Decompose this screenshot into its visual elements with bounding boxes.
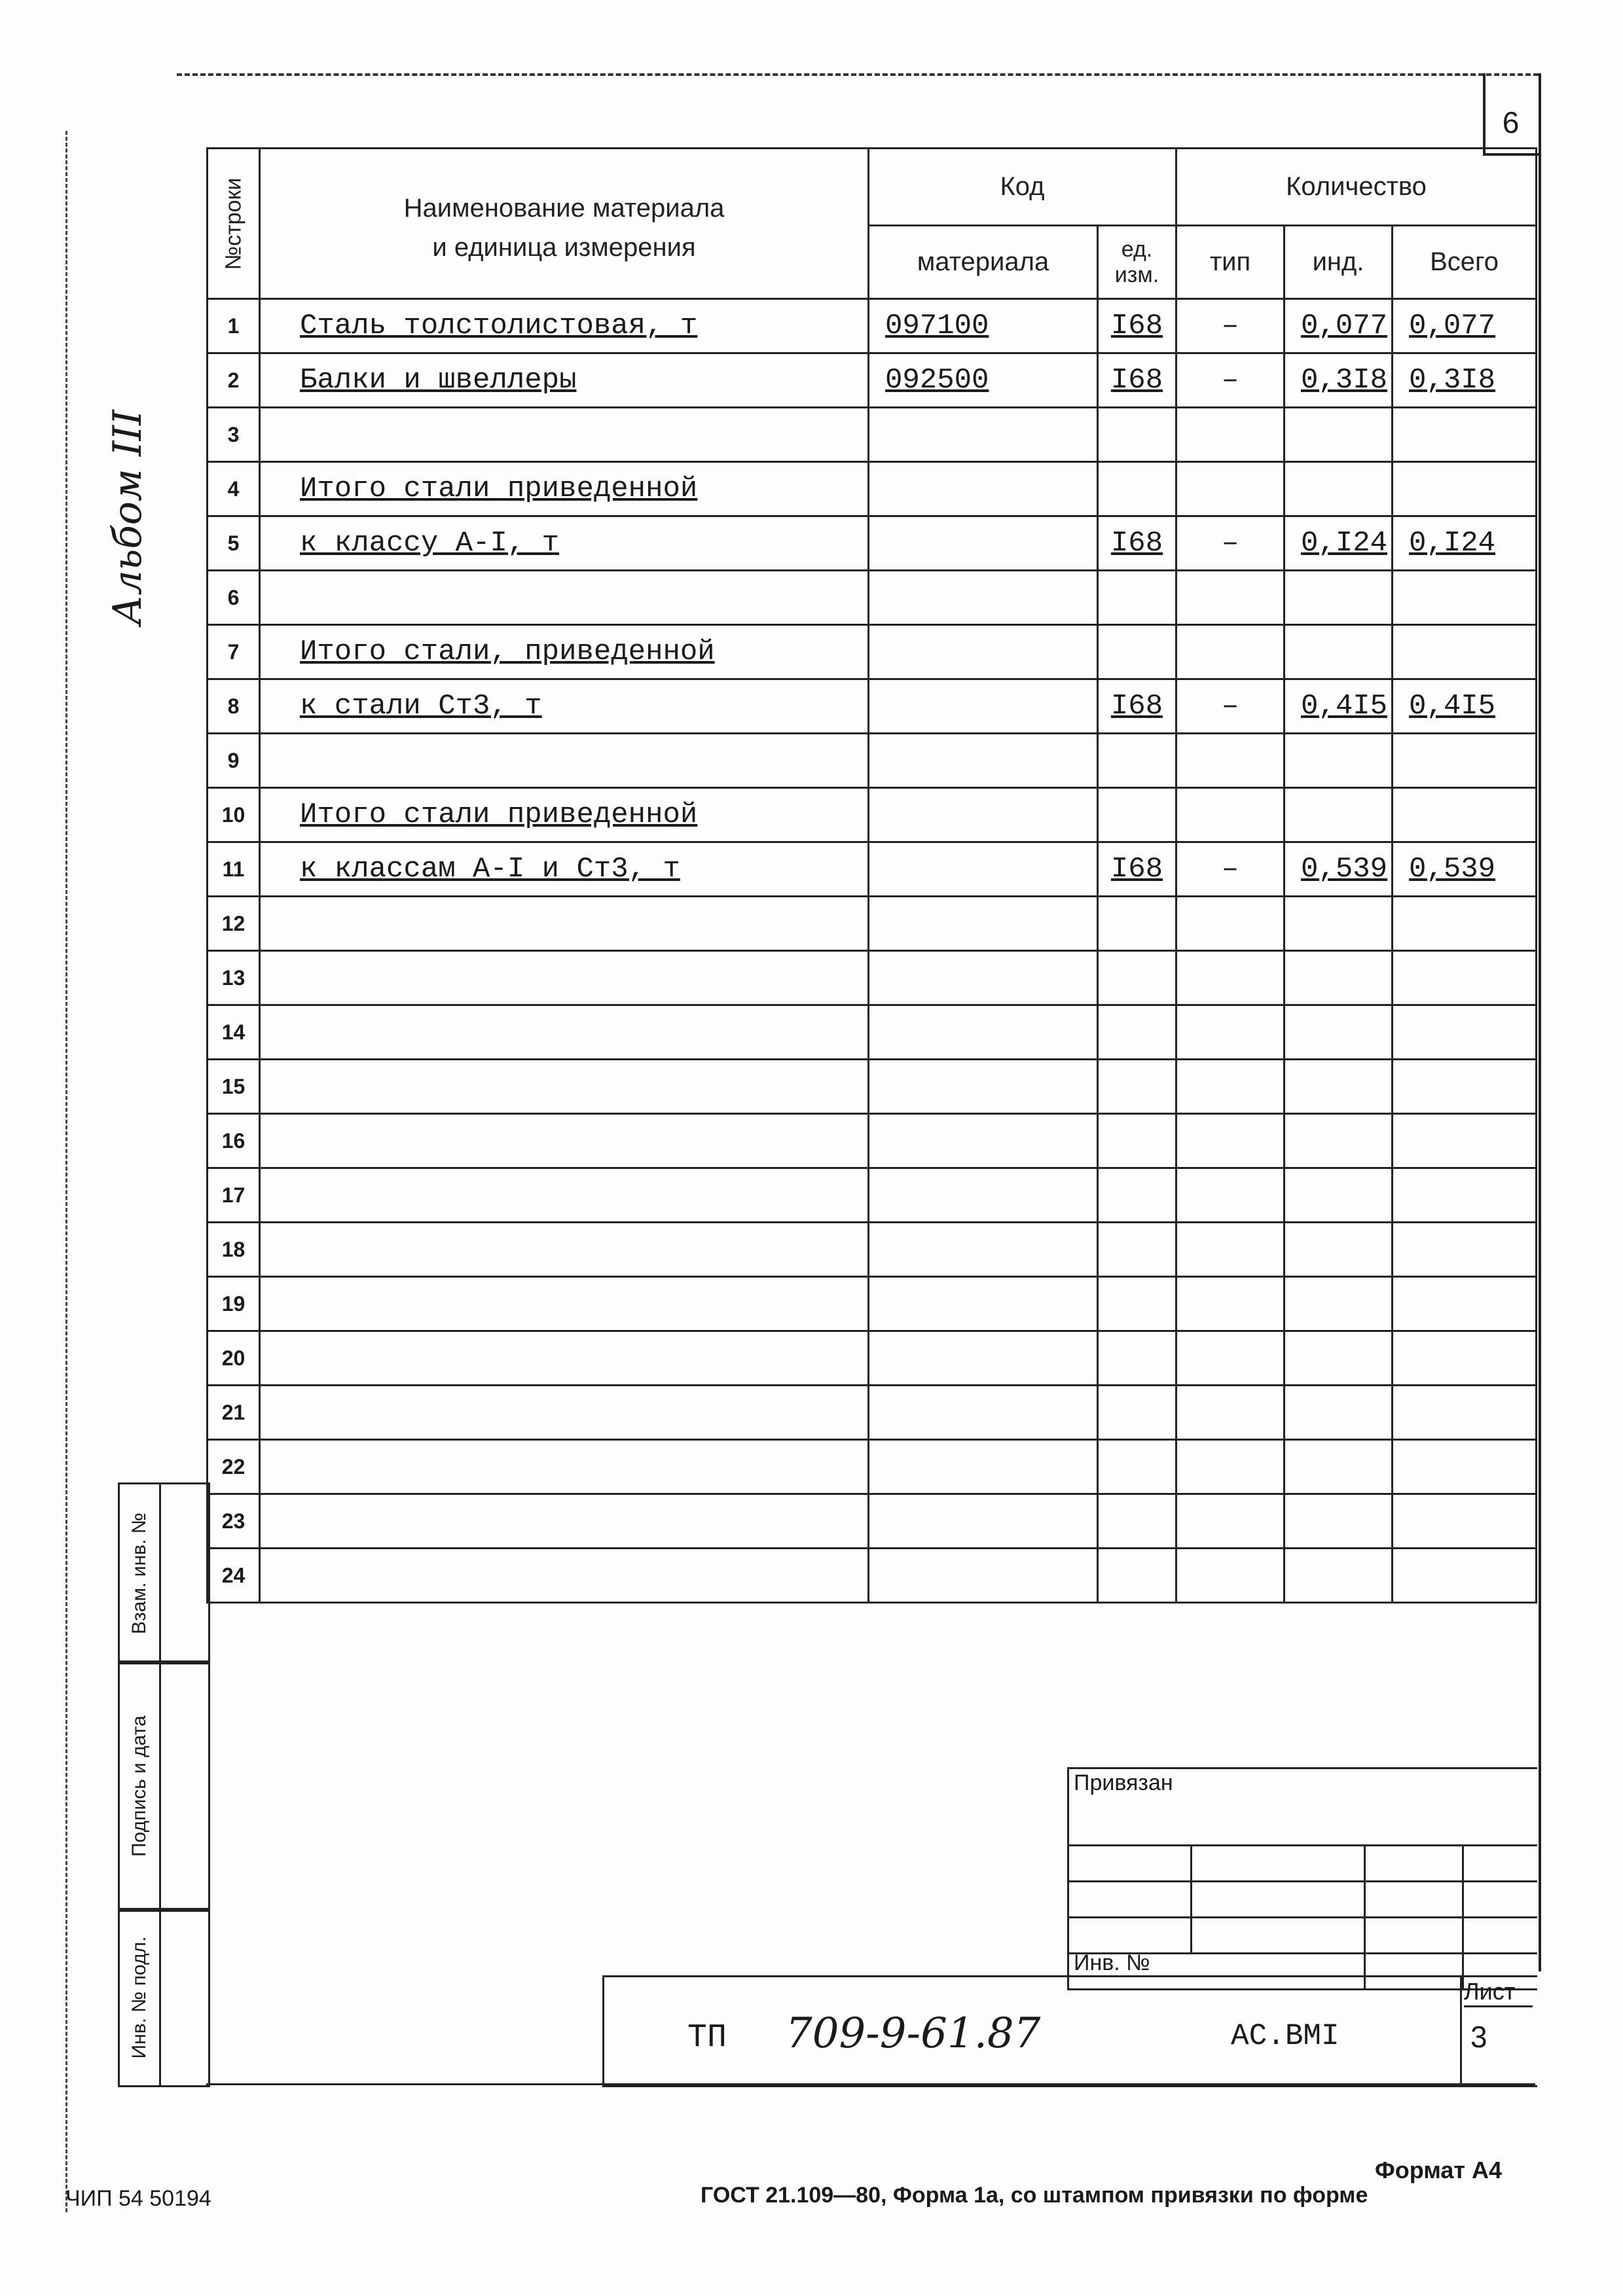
table-row xyxy=(208,1223,1537,1277)
qty-total xyxy=(1393,1386,1537,1440)
qty-total xyxy=(1393,1114,1537,1168)
qty-type xyxy=(1176,1060,1285,1114)
qty-ind xyxy=(1285,1386,1393,1440)
qty-total: 0,077 xyxy=(1393,299,1537,353)
material-code xyxy=(869,462,1098,516)
material-name xyxy=(260,1223,869,1277)
qty-type xyxy=(1176,1331,1285,1386)
qty-ind xyxy=(1285,1223,1393,1277)
qty-total xyxy=(1393,897,1537,951)
qty-type: – xyxy=(1176,679,1285,734)
material-name xyxy=(260,571,869,625)
header-qty-type: тип xyxy=(1176,226,1285,299)
table-row xyxy=(208,1331,1537,1386)
material-name: Итого стали приведенной xyxy=(260,788,869,842)
material-name xyxy=(260,734,869,788)
row-number: 23 xyxy=(208,1494,260,1549)
unit-code xyxy=(1098,788,1176,842)
sheet-number: 3 xyxy=(1470,2020,1487,2054)
row-number: 14 xyxy=(208,1005,260,1060)
table-row xyxy=(208,1168,1537,1223)
footer-left-code: ЧИП 54 50194 xyxy=(65,2186,211,2211)
qty-type xyxy=(1176,408,1285,462)
row-number: 6 xyxy=(208,571,260,625)
frame-left-line xyxy=(65,131,67,2212)
qty-ind xyxy=(1285,1060,1393,1114)
qty-type: – xyxy=(1176,516,1285,571)
material-code xyxy=(869,1549,1098,1603)
material-code xyxy=(869,1223,1098,1277)
table-row xyxy=(208,679,1537,734)
material-name: к классам А-I и Ст3, т xyxy=(260,842,869,897)
qty-ind xyxy=(1285,1494,1393,1549)
table-row xyxy=(208,1494,1537,1549)
material-code xyxy=(869,1005,1098,1060)
qty-total xyxy=(1393,1440,1537,1494)
table-row xyxy=(208,408,1537,462)
title-block xyxy=(602,1975,1537,2087)
qty-total xyxy=(1393,408,1537,462)
row-number: 9 xyxy=(208,734,260,788)
qty-total xyxy=(1393,462,1537,516)
material-name xyxy=(260,1060,869,1114)
qty-ind: 0,539 xyxy=(1285,842,1393,897)
format-label: Формат А4 xyxy=(1375,2157,1503,2183)
unit-code: I68 xyxy=(1098,679,1176,734)
qty-total: 0,539 xyxy=(1393,842,1537,897)
row-number: 2 xyxy=(208,353,260,408)
qty-type: – xyxy=(1176,353,1285,408)
unit-code xyxy=(1098,571,1176,625)
row-number: 19 xyxy=(208,1277,260,1331)
unit-code xyxy=(1098,1277,1176,1331)
material-name xyxy=(260,408,869,462)
material-code xyxy=(869,1114,1098,1168)
table-row xyxy=(208,299,1537,353)
margin-signature-date xyxy=(118,1660,210,1912)
material-code xyxy=(869,1277,1098,1331)
table-row xyxy=(208,734,1537,788)
title-prefix: ТП xyxy=(687,2019,727,2056)
row-number: 7 xyxy=(208,625,260,679)
material-code xyxy=(869,679,1098,734)
row-number: 18 xyxy=(208,1223,260,1277)
material-code xyxy=(869,788,1098,842)
unit-code xyxy=(1098,951,1176,1005)
row-number: 10 xyxy=(208,788,260,842)
qty-total xyxy=(1393,1005,1537,1060)
margin-replace-inv xyxy=(118,1482,210,1664)
qty-ind: 0,I24 xyxy=(1285,516,1393,571)
frame-bottom-line xyxy=(206,2083,1535,2085)
qty-total xyxy=(1393,734,1537,788)
row-number: 11 xyxy=(208,842,260,897)
qty-ind xyxy=(1285,1168,1393,1223)
margin-inv-original-label: Инв. № подл. xyxy=(128,1936,150,2059)
qty-ind xyxy=(1285,951,1393,1005)
material-name: к стали Ст3, т xyxy=(260,679,869,734)
header-qty-total: Всего xyxy=(1393,226,1537,299)
material-code xyxy=(869,734,1098,788)
table-row xyxy=(208,1549,1537,1603)
qty-type xyxy=(1176,734,1285,788)
unit-code xyxy=(1098,462,1176,516)
qty-ind xyxy=(1285,1277,1393,1331)
material-code xyxy=(869,625,1098,679)
qty-type xyxy=(1176,571,1285,625)
material-code xyxy=(869,1440,1098,1494)
qty-type xyxy=(1176,1223,1285,1277)
material-code: 097100 xyxy=(869,299,1098,353)
material-code xyxy=(869,1386,1098,1440)
qty-total xyxy=(1393,951,1537,1005)
qty-ind xyxy=(1285,462,1393,516)
row-number: 21 xyxy=(208,1386,260,1440)
material-name xyxy=(260,951,869,1005)
header-code-material: материала xyxy=(869,226,1098,299)
material-code xyxy=(869,1331,1098,1386)
qty-ind xyxy=(1285,1005,1393,1060)
qty-type xyxy=(1176,788,1285,842)
table-row xyxy=(208,951,1537,1005)
qty-total xyxy=(1393,1277,1537,1331)
header-rownum xyxy=(208,149,260,299)
qty-total xyxy=(1393,571,1537,625)
row-number: 15 xyxy=(208,1060,260,1114)
unit-code xyxy=(1098,897,1176,951)
qty-ind xyxy=(1285,408,1393,462)
qty-ind xyxy=(1285,788,1393,842)
row-number: 3 xyxy=(208,408,260,462)
material-code xyxy=(869,408,1098,462)
qty-total xyxy=(1393,1060,1537,1114)
material-name: Итого стали, приведенной xyxy=(260,625,869,679)
unit-code xyxy=(1098,1331,1176,1386)
unit-code xyxy=(1098,1386,1176,1440)
qty-type xyxy=(1176,1549,1285,1603)
row-number: 20 xyxy=(208,1331,260,1386)
table-row xyxy=(208,462,1537,516)
qty-ind xyxy=(1285,571,1393,625)
binding-label: Привязан xyxy=(1074,1770,1173,1795)
material-name xyxy=(260,1005,869,1060)
table-row xyxy=(208,1060,1537,1114)
unit-code xyxy=(1098,1168,1176,1223)
table-row xyxy=(208,788,1537,842)
qty-type xyxy=(1176,625,1285,679)
qty-total: 0,3I8 xyxy=(1393,353,1537,408)
unit-code xyxy=(1098,1223,1176,1277)
margin-replace-inv-label: Взам. инв. № xyxy=(128,1513,150,1634)
header-name xyxy=(260,149,869,299)
unit-code xyxy=(1098,734,1176,788)
table-row xyxy=(208,1386,1537,1440)
table-row xyxy=(208,897,1537,951)
margin-signature-date-label: Подпись и дата xyxy=(128,1715,150,1857)
qty-type xyxy=(1176,897,1285,951)
unit-code xyxy=(1098,625,1176,679)
header-qty-ind: инд. xyxy=(1285,226,1393,299)
footer-gost: ГОСТ 21.109—80, Форма 1а, со штампом привязки по форме xyxy=(701,2183,1368,2208)
qty-total xyxy=(1393,1223,1537,1277)
qty-ind xyxy=(1285,1114,1393,1168)
row-number: 12 xyxy=(208,897,260,951)
qty-total: 0,I24 xyxy=(1393,516,1537,571)
row-number: 24 xyxy=(208,1549,260,1603)
qty-ind xyxy=(1285,734,1393,788)
row-number: 5 xyxy=(208,516,260,571)
frame-top-line xyxy=(177,73,1539,76)
qty-type: – xyxy=(1176,842,1285,897)
material-name xyxy=(260,1386,869,1440)
row-number: 1 xyxy=(208,299,260,353)
material-code xyxy=(869,571,1098,625)
qty-total xyxy=(1393,1494,1537,1549)
unit-code xyxy=(1098,1060,1176,1114)
header-rownum-label: №строки xyxy=(221,177,246,270)
header-code-group: Код xyxy=(869,149,1176,226)
qty-total xyxy=(1393,788,1537,842)
row-number: 17 xyxy=(208,1168,260,1223)
table-row xyxy=(208,353,1537,408)
page-number: 6 xyxy=(1502,105,1520,139)
qty-type: – xyxy=(1176,299,1285,353)
qty-total xyxy=(1393,1331,1537,1386)
material-name: Итого стали приведенной xyxy=(260,462,869,516)
material-code xyxy=(869,1494,1098,1549)
header-name-line1: Наименование материала xyxy=(403,194,725,223)
row-number: 22 xyxy=(208,1440,260,1494)
qty-ind xyxy=(1285,897,1393,951)
table-row xyxy=(208,625,1537,679)
qty-type xyxy=(1176,1168,1285,1223)
qty-ind: 0,4I5 xyxy=(1285,679,1393,734)
qty-type xyxy=(1176,1386,1285,1440)
material-code xyxy=(869,951,1098,1005)
unit-code xyxy=(1098,1549,1176,1603)
row-number: 8 xyxy=(208,679,260,734)
unit-code: I68 xyxy=(1098,353,1176,408)
material-code xyxy=(869,897,1098,951)
title-suffix: АС.ВМI xyxy=(1231,2019,1340,2053)
header-name-line2: и единица измерения xyxy=(432,233,696,262)
margin-inv-original xyxy=(118,1908,210,2087)
material-name xyxy=(260,1168,869,1223)
table-row xyxy=(208,1005,1537,1060)
qty-type xyxy=(1176,1005,1285,1060)
table-row xyxy=(208,571,1537,625)
unit-code xyxy=(1098,1114,1176,1168)
table-row xyxy=(208,1114,1537,1168)
frame-right-line xyxy=(1539,73,1541,1971)
sheet-label: Лист xyxy=(1464,1978,1533,2007)
qty-type xyxy=(1176,1440,1285,1494)
qty-ind xyxy=(1285,1331,1393,1386)
header-qty-group: Количество xyxy=(1176,149,1537,226)
material-name: Балки и швеллеры xyxy=(260,353,869,408)
unit-code xyxy=(1098,1005,1176,1060)
header-code-unit: ед. изм. xyxy=(1098,226,1176,299)
material-code xyxy=(869,516,1098,571)
album-label: Альбом III xyxy=(105,410,151,625)
row-number: 13 xyxy=(208,951,260,1005)
material-code xyxy=(869,1060,1098,1114)
material-name xyxy=(260,1114,869,1168)
qty-total xyxy=(1393,1549,1537,1603)
unit-code xyxy=(1098,408,1176,462)
material-name: к классу А-I, т xyxy=(260,516,869,571)
table-row xyxy=(208,516,1537,571)
material-name xyxy=(260,1277,869,1331)
material-code xyxy=(869,842,1098,897)
qty-ind: 0,3I8 xyxy=(1285,353,1393,408)
material-name xyxy=(260,1549,869,1603)
table-row xyxy=(208,1277,1537,1331)
qty-total: 0,4I5 xyxy=(1393,679,1537,734)
material-name xyxy=(260,1331,869,1386)
qty-ind xyxy=(1285,1440,1393,1494)
qty-total xyxy=(1393,1168,1537,1223)
qty-type xyxy=(1176,1494,1285,1549)
spec-table-body xyxy=(208,299,1537,1603)
qty-total xyxy=(1393,625,1537,679)
binding-inv-label: Инв. № xyxy=(1074,1950,1150,1975)
table-row xyxy=(208,842,1537,897)
row-number: 4 xyxy=(208,462,260,516)
material-name xyxy=(260,1494,869,1549)
unit-code: I68 xyxy=(1098,842,1176,897)
material-spec-table xyxy=(206,147,1537,1604)
qty-type xyxy=(1176,1277,1285,1331)
unit-code xyxy=(1098,1440,1176,1494)
material-name: Сталь толстолистовая, т xyxy=(260,299,869,353)
qty-type xyxy=(1176,951,1285,1005)
qty-ind: 0,077 xyxy=(1285,299,1393,353)
qty-ind xyxy=(1285,1549,1393,1603)
document-code: 709-9-61.87 xyxy=(786,2009,1041,2058)
material-code: 092500 xyxy=(869,353,1098,408)
material-name xyxy=(260,1440,869,1494)
row-number: 16 xyxy=(208,1114,260,1168)
qty-type xyxy=(1176,462,1285,516)
unit-code xyxy=(1098,1494,1176,1549)
table-row xyxy=(208,1440,1537,1494)
unit-code: I68 xyxy=(1098,299,1176,353)
material-code xyxy=(869,1168,1098,1223)
unit-code: I68 xyxy=(1098,516,1176,571)
qty-ind xyxy=(1285,625,1393,679)
qty-type xyxy=(1176,1114,1285,1168)
material-name xyxy=(260,897,869,951)
